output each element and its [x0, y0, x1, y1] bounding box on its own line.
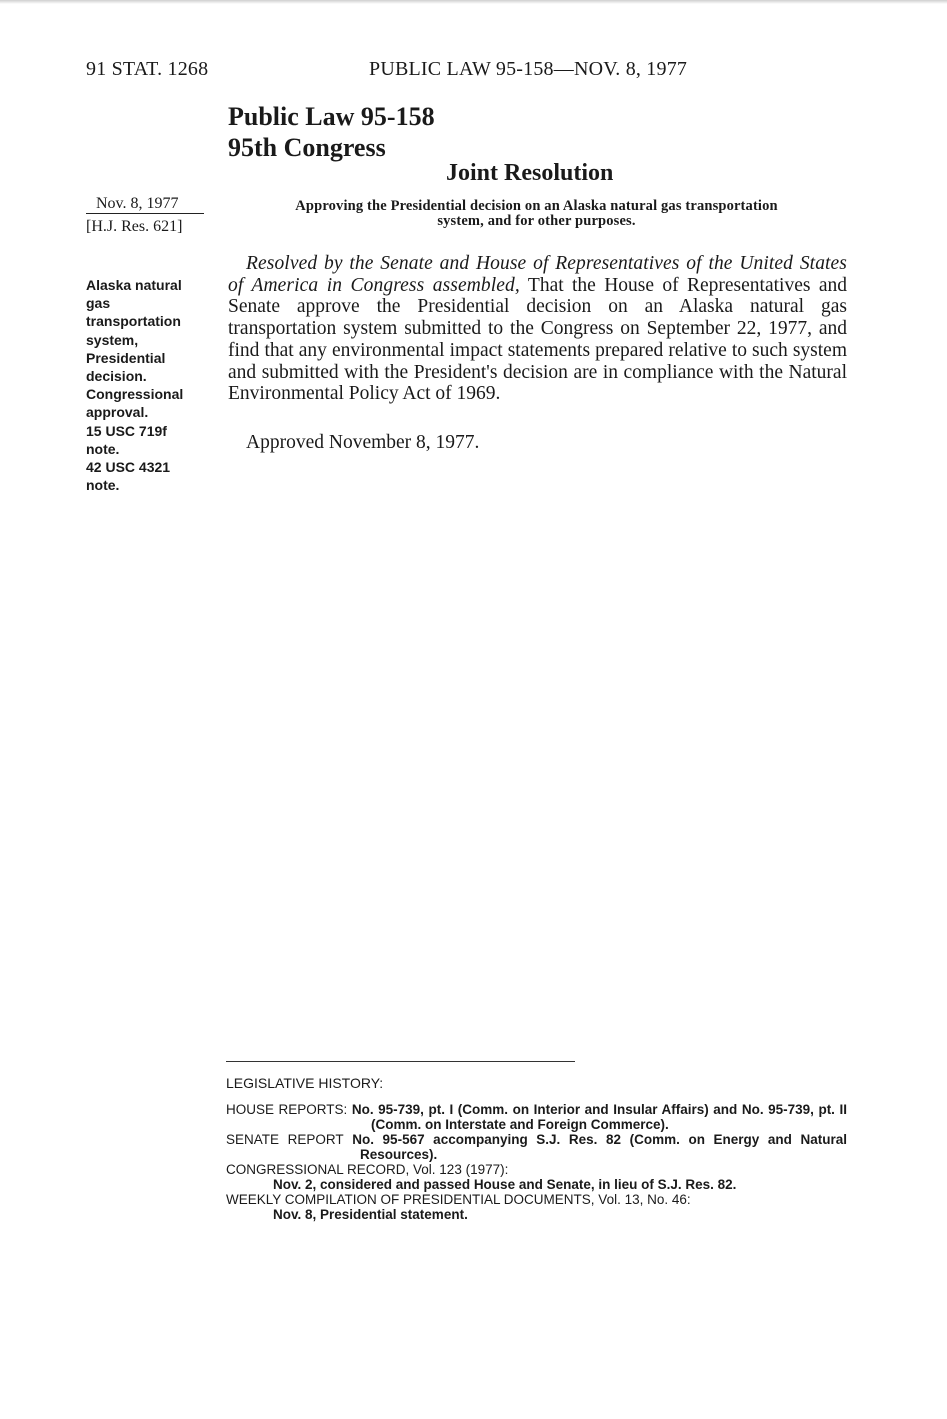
senate-report-label: SENATE REPORT	[226, 1132, 344, 1147]
congress-number: 95th Congress	[228, 133, 386, 162]
legislative-history-entries	[226, 1102, 847, 1222]
margin-note-line: Alaska natural	[86, 277, 182, 293]
running-head: PUBLIC LAW 95-158—NOV. 8, 1977	[369, 58, 688, 80]
purpose-line: system, and for other purposes.	[437, 213, 636, 229]
margin-note-line: note.	[86, 477, 120, 494]
house-reports-text: No. 95-739, pt. I (Comm. on Interior and Insular Affairs) and No. 95-739, pt. II (Comm. on Interstate and Foreign Commerce).	[351, 1102, 847, 1132]
congressional-record-label: CONGRESSIONAL RECORD, Vol. 123 (1977):	[226, 1162, 509, 1177]
house-reports-entry	[226, 1102, 847, 1132]
margin-note-line: transportation	[86, 313, 181, 330]
margin-note-line: gas	[86, 295, 111, 312]
scan-edge	[0, 0, 947, 4]
weekly-compilation-label: WEEKLY COMPILATION OF PRESIDENTIAL DOCUMENTS, Vol. 13, No. 46:	[226, 1192, 691, 1207]
enacting-clause: Resolved by the Senate and House of Representatives of the United States of America in Congress assembled,	[228, 253, 847, 296]
resolution-body	[228, 253, 847, 405]
margin-date: Nov. 8, 1977	[96, 195, 179, 212]
margin-note-line: note.	[86, 440, 120, 457]
margin-notes	[86, 276, 216, 494]
senate-report-entry	[226, 1132, 847, 1162]
margin-resolution-number: [H.J. Res. 621]	[86, 218, 183, 235]
congressional-record-text: Nov. 2, considered and passed House and Senate, in lieu of S.J. Res. 82.	[273, 1177, 737, 1192]
statute-page-reference: 91 STAT. 1268	[86, 58, 209, 80]
margin-note-line: system,	[86, 331, 139, 348]
margin-note-line: 42 USC 4321	[86, 459, 171, 476]
approval-date: Approved November 8, 1977.	[246, 432, 480, 453]
senate-report-text: No. 95-567 accompanying S.J. Res. 82 (Comm. on Energy and Natural Resources).	[352, 1132, 847, 1162]
margin-note-line: Congressional	[86, 386, 184, 403]
margin-note-line: decision.	[86, 368, 147, 385]
law-title: Public Law 95-158	[228, 102, 435, 131]
margin-note-line: 15 USC 719f	[86, 422, 167, 439]
document-type: Joint Resolution	[446, 160, 614, 186]
legislative-history-heading: LEGISLATIVE HISTORY:	[226, 1075, 384, 1091]
margin-note-line: Presidential	[86, 349, 166, 366]
resolution-text: That the House of Representatives and Senate approve the Presidential decision on an Alaska natural gas transportation system submitted to the Congress on September 22, 1977, and find that any environmental impact statements prepared relative to such system and submitted with the President's decision are in compliance with the Natural Environmental Policy Act of 1969.	[228, 274, 847, 405]
purpose-statement	[226, 199, 847, 229]
margin-rule	[86, 213, 204, 214]
purpose-line: Approving the Presidential decision on an Alaska natural gas transportation	[295, 198, 778, 214]
legislative-history-rule	[226, 1061, 575, 1062]
weekly-compilation-text: Nov. 8, Presidential statement.	[273, 1207, 468, 1222]
margin-note-line: approval.	[86, 404, 149, 421]
house-reports-label: HOUSE REPORTS:	[226, 1102, 348, 1117]
